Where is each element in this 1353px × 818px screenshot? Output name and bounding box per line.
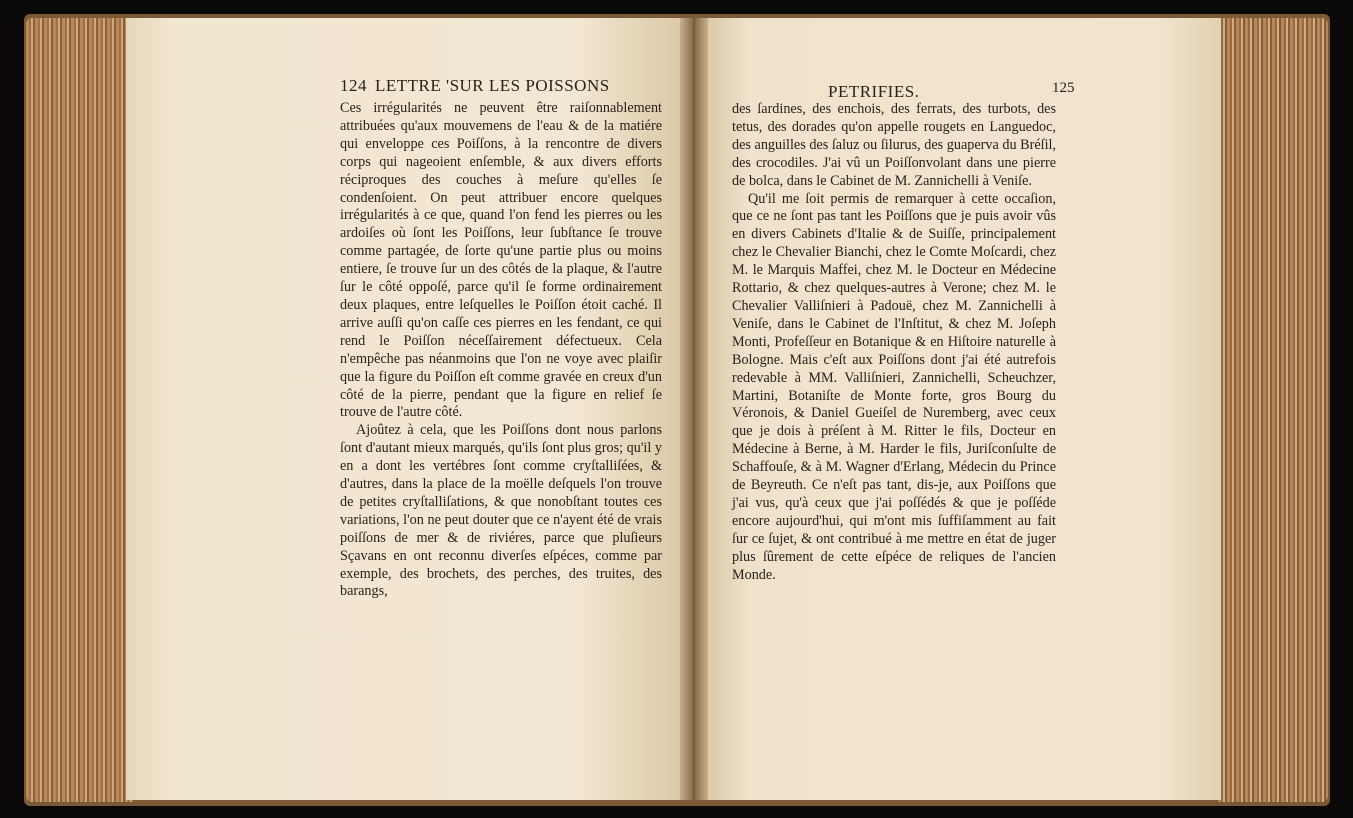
right-page-text: [732, 101, 1056, 584]
right-page-edges: [1218, 18, 1328, 802]
book-gutter: [680, 18, 708, 800]
right-page-number: 125: [1052, 80, 1075, 96]
right-paragraph-2: Qu'il me ſoit permis de remarquer à cette occaſion, que ce ne ſont pas tant les Poiſſons que je puis avoir vûs en divers Cabinets d'Italie & de Suiſſe, principalement chez le Chevalier Bianchi, chez le Comte Moſcardi, chez M. le Marquis Maffei, chez M. le Docteur en Médecine Rottario, & chez quelques-autres à Verone; chez M. le Chevalier Valliſnieri à Padouë, chez M. Zannichelli à Veniſe, dans le Cabinet de l'Inſtitut, & chez M. Joſeph Monti, Profeſſeur en Botanique & en Hiſtoire naturelle à Bologne. Mais c'eſt aux Poiſſons dont j'ai été autrefois redevable à MM. Valliſnieri, Zannichelli, Scheuchzer, Martini, Botaniſte de Monte forte, gros Bourg du Véronois, & Daniel Gueiſel de Nuremberg, avec ceux que je dois à préſent à M. Ritter le fils, Docteur en Médecine à Berne, à M. Harder le fils, Juriſconſulte de Schaffouſe, & à M. Wagner d'Erlang, Médecin du Prince de Beyreuth. Ce n'eſt pas tant, dis-je, aux Poiſſons que j'ai vus, qu'à ceux que j'ai poſſédés & que je poſſéde encore aujourd'hui, qui m'ont mis ſuffiſamment au fait ſur ce ſujet, & ont contribué à me mettre en état de juger plus ſûrement de cette eſpéce de reliques de l'ancien Monde.: [732, 190, 1056, 583]
left-running-head: [340, 76, 610, 96]
left-paragraph-1: Ces irrégularités ne peuvent être raiſonnablement attribuées qu'aux mouvemens de l'eau & de la matiére qui enveloppe ces Poiſſons, à la rencontre de divers corps qui nageoient enſemble, & aux divers efforts réciproques des couches à meſure qu'elles ſe condenſoient. On peut attribuer encore quelques irrégularités à ce que, quand l'on fend les pierres ou les ardoiſes où ſont les Poiſſons, leur ſubſtance ſe trouve comme partagée, de ſorte qu'une partie plus ou moins entiere, ſe trouve ſur un des côtés de la plaque, & l'autre ſur le côté oppoſé, parce qu'il ſe forme ordinairement deux plaques, entre leſquelles le Poiſſon étoit caché. Il arrive auſſi qu'on caſſe ces pierres en les fendant, ce qui rend le Poiſſon néceſſairement défectueux. Cela n'empêche pas néanmoins que l'on ne voye avec plaiſir que la figure du Poiſſon eſt comme gravée en creux d'un côté de la pierre, pendant que la figure en relief ſe trouve de l'autre côté.: [340, 100, 662, 421]
left-page-edges: [26, 18, 134, 802]
left-head-title: LETTRE 'SUR LES POISSONS: [375, 76, 610, 95]
right-paragraph-1: des ſardines, des enchois, des ferrats, des turbots, des tetus, des dorades qu'on appelle rougets en Languedoc, des anguilles des ſaluz ou ſilurus, des guaperva du Bréſil, des crocodiles. J'ai vû un Poiſſonvolant dans une pierre de bolca, dans le Cabinet de M. Zannichelli à Veniſe.: [732, 101, 1056, 189]
left-page-text: [340, 100, 662, 601]
right-running-head: PETRIFIES.: [828, 82, 920, 101]
left-paragraph-2: Ajoûtez à cela, que les Poiſſons dont nous parlons ſont d'autant mieux marqués, qu'ils ſont plus gros; qu'il y en a dont les vertébres ſont comme cryſtalliſées, & d'autres, dans la place de la moëlle deſquels l'on trouve de petites cryſtalliſations, & que nonobſtant toutes ces variations, l'on ne peut douter que ce n'ayent été de vrais poiſſons de mer & de riviéres, parce que pluſieurs Sçavans en ont reconnu diverſes eſpéces, comme par exemple, des brochets, des perches, des truites, des barangs,: [340, 422, 662, 600]
left-page-number: 124: [340, 76, 367, 95]
